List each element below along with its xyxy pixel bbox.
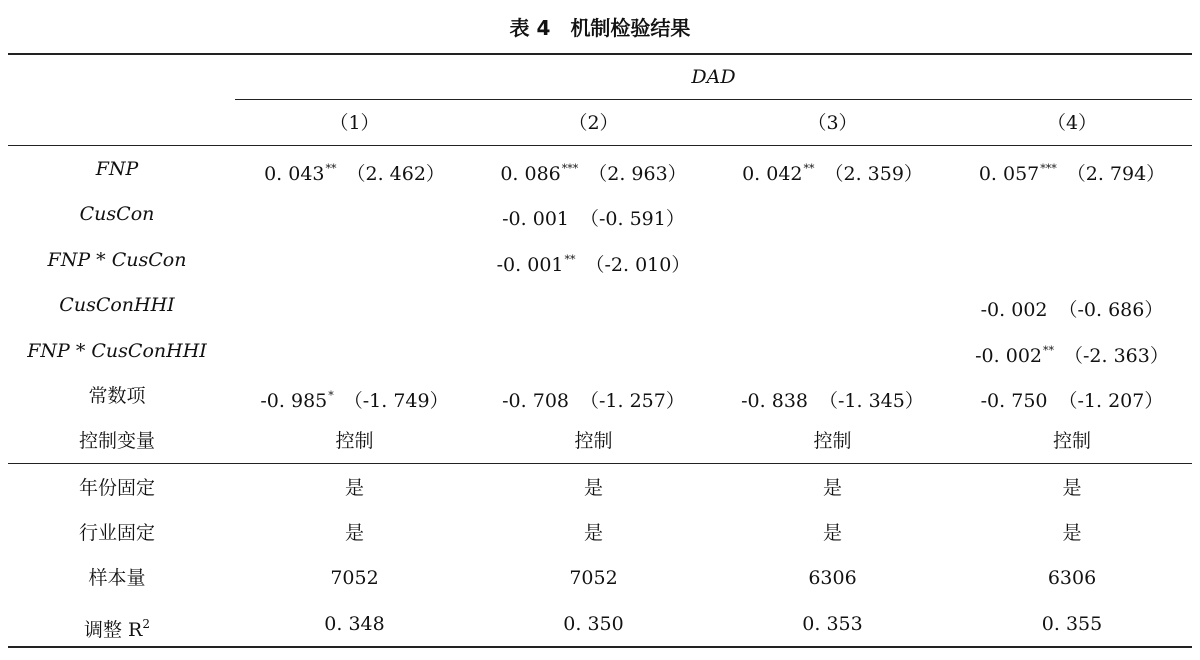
table-cell: 7052	[569, 567, 618, 589]
table-cell	[952, 381, 1192, 411]
t-statistic: （-0. 686）	[1058, 299, 1164, 321]
row-label-year-fixed: 年份固定	[78, 477, 155, 499]
table-cell	[474, 381, 713, 411]
row-label-cusconhhi: CusConHHI	[59, 294, 175, 316]
table-cell: 0. 350	[563, 613, 624, 635]
table-caption	[0, 12, 1200, 41]
row-label-constant: 常数项	[88, 385, 146, 407]
coefficient: 0. 043	[264, 163, 325, 185]
row-label-controls: 控制变量	[78, 430, 155, 452]
dependent-variable-header: DAD	[691, 66, 736, 88]
coefficient: -0. 708	[502, 390, 569, 412]
middle-rule	[8, 463, 1192, 464]
significance-stars: **	[803, 162, 815, 175]
column-header-3: （3）	[807, 112, 858, 134]
table-cell	[235, 154, 474, 184]
table-cell: 是	[344, 522, 364, 544]
table-cell	[474, 154, 713, 184]
t-statistic: （-1. 257）	[580, 390, 685, 412]
t-statistic: （-1. 749）	[343, 390, 449, 412]
coefficient: -0. 002	[980, 299, 1048, 321]
coefficient: -0. 002	[975, 345, 1042, 367]
coefficient: -0. 001	[502, 208, 569, 230]
t-statistic: （2. 359）	[824, 163, 923, 185]
row-label-sample-size: 样本量	[88, 567, 146, 589]
significance-stars: **	[564, 253, 576, 266]
table-cell	[474, 245, 713, 275]
table-cell	[952, 154, 1192, 184]
coefficient: -0. 838	[741, 390, 808, 412]
significance-stars: **	[1043, 344, 1054, 357]
t-statistic: （-2. 010）	[585, 254, 691, 276]
table-cell: 0. 348	[324, 613, 385, 635]
coefficient: 0. 086	[500, 163, 561, 185]
table-cell: 是	[1062, 522, 1082, 544]
row-label-fnp-cusconhhi: FNP * CusConHHI	[27, 340, 207, 362]
significance-stars: *	[328, 389, 334, 402]
table-cell: 0. 355	[1041, 613, 1103, 635]
coefficient: -0. 001	[496, 254, 564, 276]
table-cell: 控制	[813, 430, 852, 452]
table-cell: 是	[822, 477, 842, 499]
coefficient: 0. 057	[978, 163, 1040, 185]
row-label-fnp-cuscon: FNP * CusCon	[47, 249, 187, 271]
row-label-adjusted-r2	[8, 609, 226, 639]
table-cell	[952, 290, 1192, 320]
table-title: 机制检验结果	[570, 16, 691, 40]
table-cell: 6306	[1047, 567, 1097, 589]
coefficient: -0. 750	[980, 390, 1048, 412]
table-cell: 是	[822, 522, 842, 544]
t-statistic: （-1. 345）	[819, 390, 924, 412]
t-statistic: （2. 963）	[588, 163, 687, 185]
t-statistic: （-1. 207）	[1058, 390, 1164, 412]
table-cell: 控制	[335, 430, 374, 452]
superscript: 2	[142, 617, 150, 631]
t-statistic: （2. 794）	[1066, 163, 1166, 185]
table-cell: 7052	[330, 567, 379, 589]
table-cell: 是	[344, 477, 364, 499]
label-text: 调整 R	[84, 619, 143, 641]
table-cell	[713, 381, 952, 411]
t-statistic: （-0. 591）	[580, 208, 685, 230]
table-cell: 是	[583, 477, 603, 499]
row-label-industry-fixed: 行业固定	[78, 522, 155, 544]
top-rule	[8, 53, 1192, 55]
table-cell: 控制	[1052, 430, 1091, 452]
column-header-2: （2）	[568, 112, 619, 134]
table-cell	[952, 336, 1192, 366]
table-cell: 是	[1062, 477, 1082, 499]
row-label-fnp: FNP	[95, 158, 139, 180]
table-cell: 0. 353	[802, 613, 863, 635]
table-cell: 控制	[574, 430, 613, 452]
table-cell	[474, 199, 713, 229]
table-cell	[713, 154, 952, 184]
table-number: 表 4	[509, 16, 551, 40]
t-statistic: （-2. 363）	[1064, 345, 1169, 367]
t-statistic: （2. 462）	[346, 163, 445, 185]
significance-stars: ***	[561, 162, 579, 175]
coefficient: 0. 042	[742, 163, 803, 185]
column-header-4: （4）	[1046, 112, 1098, 134]
table-cell: 6306	[808, 567, 857, 589]
header-rule	[8, 145, 1192, 146]
dependent-variable-rule	[235, 99, 1192, 100]
coefficient: -0. 985	[260, 390, 328, 412]
row-label-cuscon: CusCon	[79, 203, 155, 225]
column-header-1: （1）	[329, 112, 380, 134]
bottom-rule	[8, 646, 1192, 648]
table-cell	[235, 381, 474, 411]
significance-stars: **	[325, 162, 337, 175]
significance-stars: ***	[1040, 162, 1057, 175]
table-cell: 是	[583, 522, 603, 544]
